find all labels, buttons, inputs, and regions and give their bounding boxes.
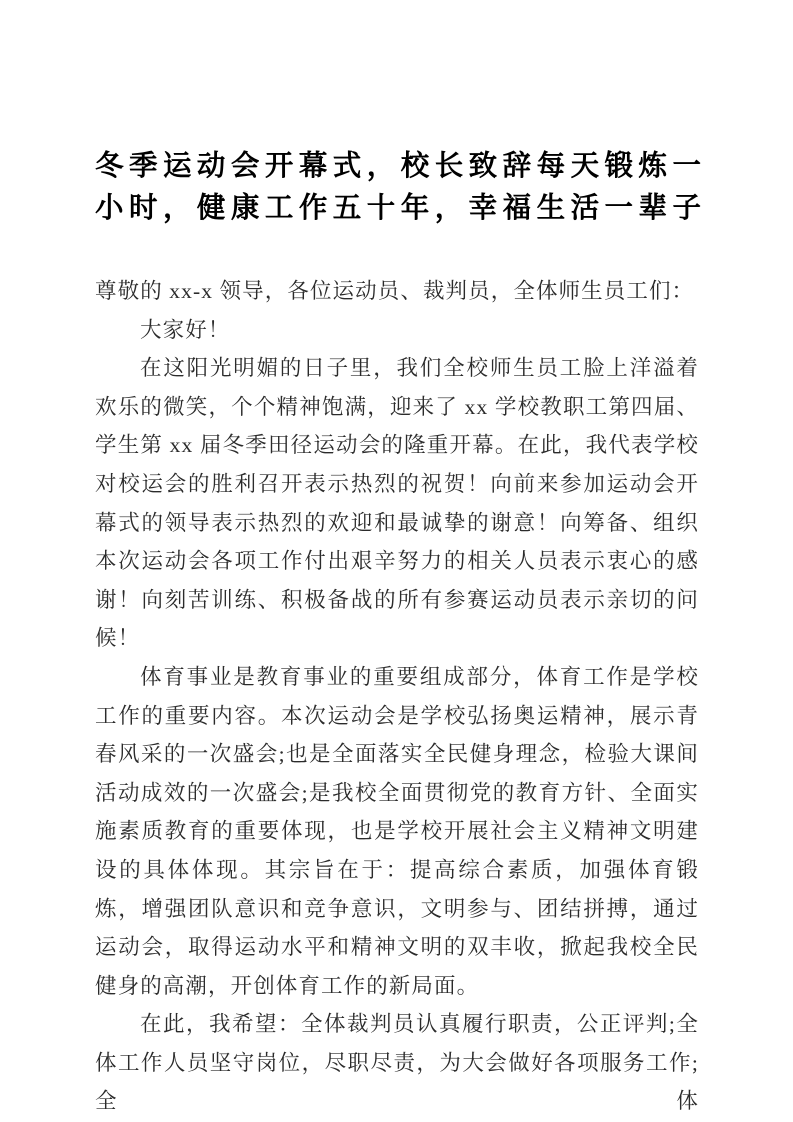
body-paragraph-2: 体育事业是教育事业的重要组成部分，体育工作是学校工作的重要内容。本次运动会是学校弘扬奥运精神，展示青春风采的一次盛会;也是全面落实全民健身理念，检验大课间活动成效的一次盛会;是我校全面贯彻党的教育方针、全面实施素质教育的重要体现，也是学校开展社会主义精神文明建设的具体体现。其宗旨在于：提高综合素质，加强体育锻炼，增强团队意识和竞争意识，文明参与、团结拼搏，通过运动会，取得运动水平和精神文明的双丰收，掀起我校全民健身的高潮，开创体育工作的新局面。 <box>95 664 699 998</box>
page-title-line-2: 小时，健康工作五十年，幸福生活一辈子 <box>95 191 701 225</box>
body-paragraph-1: 在这阳光明媚的日子里，我们全校师生员工脸上洋溢着欢乐的微笑，个个精神饱满，迎来了 xx 学校教职工第四届、学生第 xx 届冬季田径运动会的隆重开幕。在此，我代表学校对校运会的胜利召开表示热烈的祝贺！向前来参加运动会开幕式的领导表示热烈的欢迎和最诚挚的谢意！向筹备、组织本次运动会各项工作付出艰辛努力的相关人员表示衷心的感谢！向刻苦训练、积极备战的所有参赛运动员表示亲切的问候！ <box>95 356 699 651</box>
greeting-line: 大家好！ <box>140 317 231 342</box>
salutation-line: 尊敬的 xx-x 领导，各位运动员、裁判员，全体师生员工们： <box>95 279 695 303</box>
document-body <box>95 272 699 1121</box>
body-paragraph-3: 在此，我希望：全体裁判员认真履行职责，公正评判;全体工作人员坚守岗位，尽职尽责，为大会做好各项服务工作;全体 <box>95 1012 699 1114</box>
page-title-line-1: 冬季运动会开幕式，校长致辞每天锻炼一 <box>95 149 701 183</box>
page-title <box>95 145 701 229</box>
